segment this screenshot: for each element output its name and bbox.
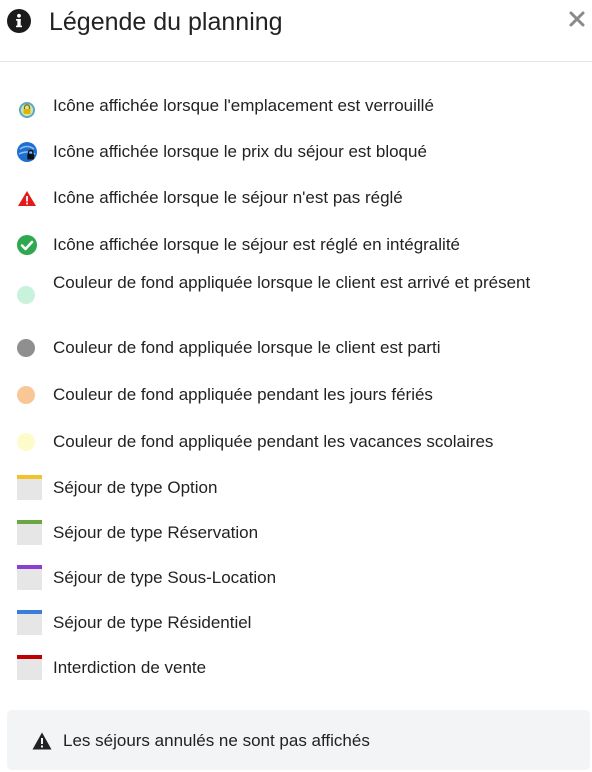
stay-type-bar	[17, 475, 42, 479]
legend-label: Icône affichée lorsque l'emplacement est verrouillé	[53, 96, 434, 115]
legend-label: Couleur de fond appliquée pendant les jours fériés	[53, 385, 433, 404]
close-icon[interactable]	[568, 10, 586, 28]
legend-label: Interdiction de vente	[53, 658, 207, 677]
stay-type-bar	[17, 565, 42, 569]
legend-label: Séjour de type Sous-Location	[53, 568, 277, 587]
legend-label: Couleur de fond appliquée pendant les vacances scolaires	[53, 432, 494, 451]
stay-type-bar	[17, 520, 42, 524]
color-swatch-arrived	[17, 286, 35, 304]
cancelled-stays-notice	[7, 710, 590, 770]
stay-type-bar	[17, 610, 42, 614]
legend-label: Séjour de type Option	[53, 478, 218, 497]
legend-label: Icône affichée lorsque le prix du séjour est bloqué	[53, 142, 427, 161]
stay-type-swatch-option	[17, 475, 42, 500]
legend-label: Séjour de type Résidentiel	[53, 613, 252, 632]
stay-type-bar	[17, 655, 42, 659]
info-icon	[7, 9, 31, 33]
lock-icon	[16, 99, 38, 121]
stay-type-swatch-sale-ban	[17, 655, 42, 680]
stay-type-swatch-residential	[17, 610, 42, 635]
color-swatch-departed	[17, 339, 35, 357]
legend-label: Icône affichée lorsque le séjour est réglé en intégralité	[53, 235, 460, 254]
warning-icon	[32, 732, 52, 750]
legend-label: Séjour de type Réservation	[53, 523, 259, 542]
check-circle-icon	[16, 234, 38, 256]
legend-label: Couleur de fond appliquée lorsque le client est arrivé et présent	[53, 273, 531, 292]
notice-text: Les séjours annulés ne sont pas affichés	[63, 731, 370, 750]
stay-type-swatch-sublet	[17, 565, 42, 590]
color-swatch-public-holidays	[17, 386, 35, 404]
warning-triangle-icon	[16, 188, 38, 210]
color-swatch-school-holidays	[17, 433, 35, 451]
modal-header	[0, 0, 592, 62]
locked-price-icon	[16, 141, 38, 163]
legend-label: Couleur de fond appliquée lorsque le client est parti	[53, 338, 441, 357]
legend-label: Icône affichée lorsque le séjour n'est pas réglé	[53, 188, 403, 207]
modal-title: Légende du planning	[49, 8, 283, 36]
stay-type-swatch-reservation	[17, 520, 42, 545]
